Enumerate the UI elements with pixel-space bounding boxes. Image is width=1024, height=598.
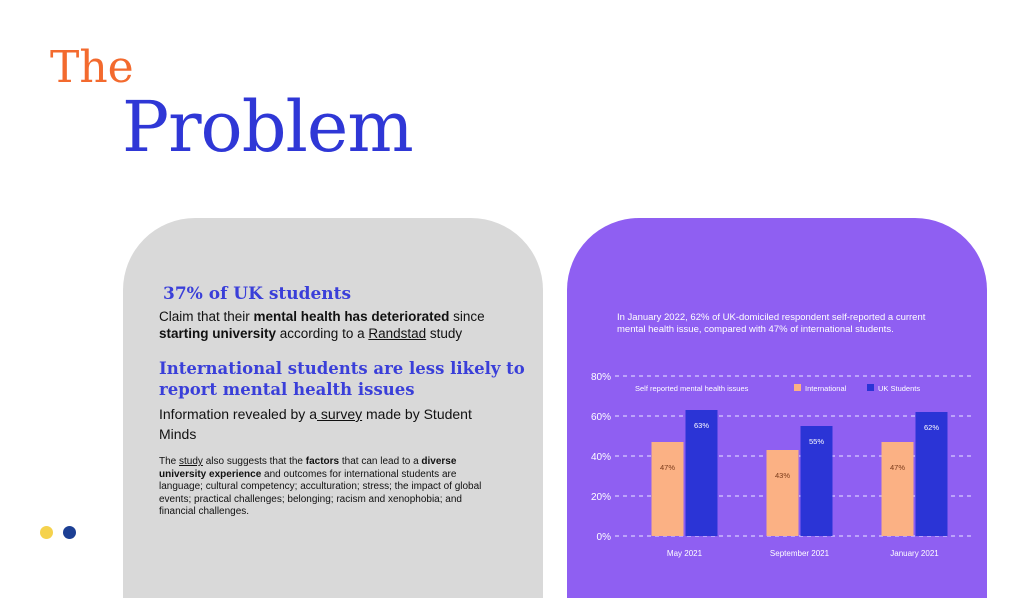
bar [652,442,684,536]
bold-text: mental health has deteriorated [253,309,450,324]
y-tick-label: 40% [590,452,611,463]
study-link[interactable]: study [179,456,203,467]
legend-swatch [794,384,801,391]
data-label: 62% [923,423,940,432]
text: that can lead to a [339,456,422,467]
data-label: 47% [889,463,906,472]
data-label: 43% [774,471,791,480]
chart-description: In January 2022, 62% of UK-domiciled respondent self-reported a current mental health issue, compared with 47% of international students. [617,312,926,335]
legend-label: UK Students [878,384,921,393]
y-tick-label: 80% [590,372,611,383]
bar [767,450,799,536]
y-tick-label: 60% [590,412,611,423]
text: The [159,456,180,467]
title-problem: Problem [122,86,413,168]
text: and outcomes for international students are language; cultural competency; acculturation; stress; the impact of global events; practical challenges; belonging; racism and xenophobia; and financial challenges. [159,468,482,517]
data-label: 55% [808,437,825,446]
text: since [449,309,485,324]
text: made by Student Minds [159,406,472,442]
decorative-dot-yellow [40,526,53,539]
y-tick-label: 0% [596,532,611,543]
bold-text: factors [305,456,340,467]
survey-link[interactable]: survey [316,406,363,422]
text: according to a [276,326,369,341]
stat-heading: 37% of UK students [163,284,352,304]
text: also suggests that the [202,456,306,467]
bold-text: diverse university experience [159,456,457,480]
x-tick-label: May 2021 [666,549,703,558]
legend-label: International [805,384,847,393]
text: Claim that their [159,309,254,324]
title-the: The [50,42,134,93]
legend-title: Self reported mental health issues [635,384,749,393]
data-label: 63% [693,421,710,430]
data-label: 47% [659,463,676,472]
text: Information revealed by a [159,406,317,422]
decorative-dot-navy [63,526,76,539]
x-tick-label: September 2021 [769,549,830,558]
text: study [426,326,463,341]
legend-swatch [867,384,874,391]
randstad-link[interactable]: Randstad [368,326,427,341]
bar [882,442,914,536]
bold-text: starting university [159,326,277,341]
y-tick-label: 20% [590,492,611,503]
international-heading: International students are less likely to report mental health issues [159,359,525,399]
x-tick-label: January 2021 [890,549,939,558]
